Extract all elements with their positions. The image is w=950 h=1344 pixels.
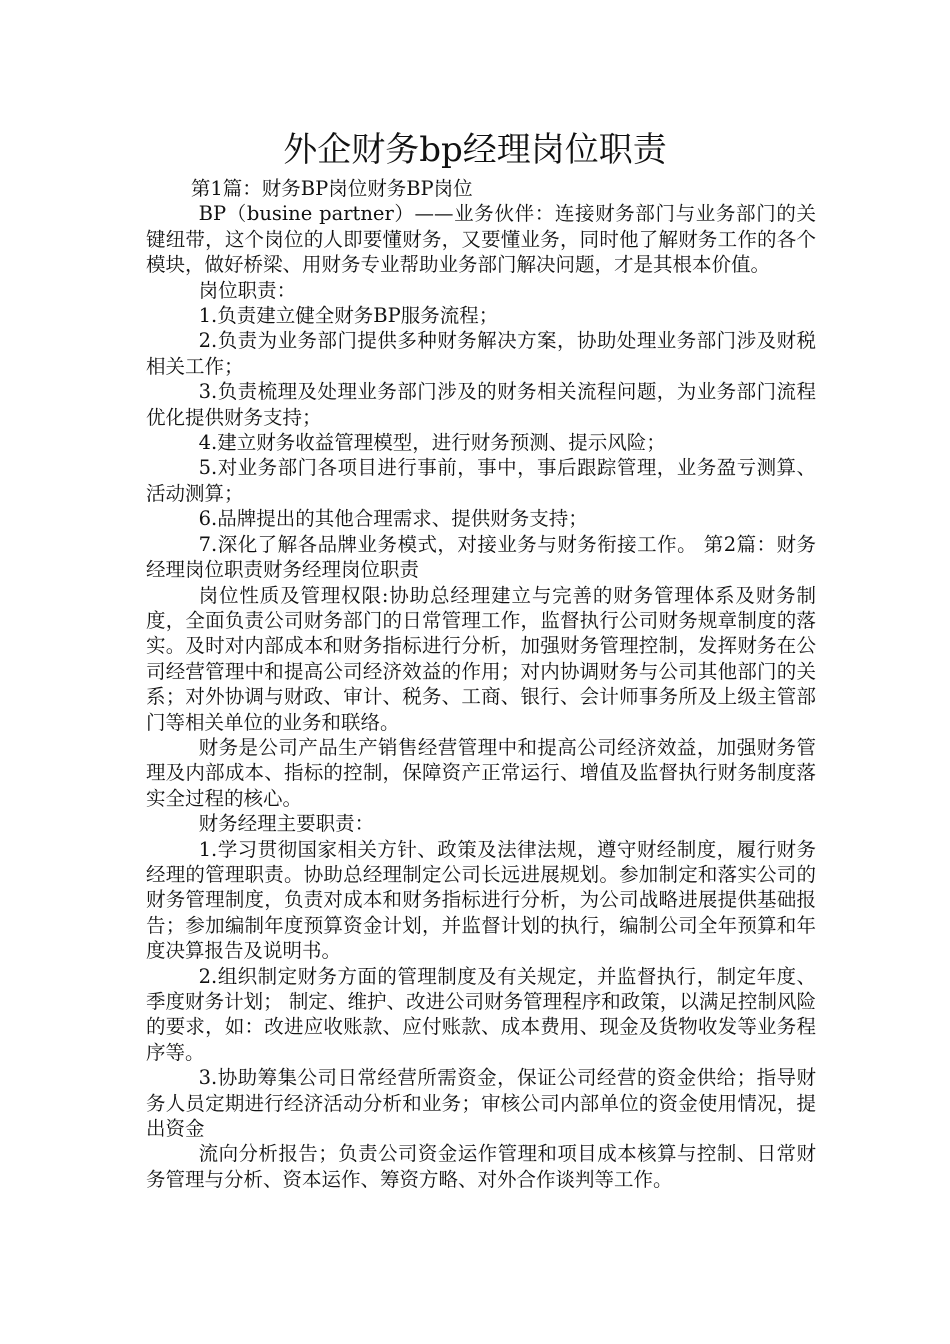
- paragraph: 岗位职责：: [198, 278, 297, 302]
- paragraph: 财务经理主要职责：: [198, 812, 375, 836]
- paragraph: 流向分析报告；负责公司资金运作管理和项目成本核算与控制、日常财务管理与分析、资本运作、筹资方略、对外合作谈判等工作。: [146, 1142, 816, 1191]
- paragraph: 岗位性质及管理权限:协助总经理建立与完善的财务管理体系及财务制度，全面负责公司财务部门的日常管理工作，监督执行公司财务规章制度的落实。及时对内部成本和财务指标进行分析，加强财务管理控制，发挥财务在公司经营管理中和提高公司经济效益的作用；对内协调财务与公司其他部门的关系；对外协调与财政、审计、税务、工商、银行、会计师事务所及上级主管部门等相关单位的业务和联络。: [146, 583, 816, 734]
- paragraph: BP（busine partner）——业务伙伴：连接财务部门与业务部门的关键纽带，这个岗位的人即要懂财务，又要懂业务，同时他了解财务工作的各个模块，做好桥梁、用财务专业帮助业务部门解决问题，才是其根本价值。: [146, 202, 816, 277]
- section-heading: 第1篇：财务BP岗位财务BP岗位: [190, 177, 473, 200]
- list-item: 6.品牌提出的其他合理需求、提供财务支持；: [198, 507, 588, 531]
- list-item: 2.负责为业务部门提供多种财务解决方案，协助处理业务部门涉及财税相关工作；: [146, 329, 816, 378]
- document-title: 外企财务bp经理岗位职责: [283, 130, 667, 170]
- list-item: 7.深化了解各品牌业务模式，对接业务与财务衔接工作。 第2篇：财务经理岗位职责财务经理岗位职责: [146, 532, 816, 582]
- document-body: [146, 176, 816, 1192]
- paragraph: 财务是公司产品生产销售经营管理中和提高公司经济效益，加强财务管理及内部成本、指标的控制，保障资产正常运行、增值及监督执行财务制度落实全过程的核心。: [146, 735, 816, 810]
- list-item: 2.组织制定财务方面的管理制度及有关规定，并监督执行，制定年度、季度财务计划； 制定、维护、改进公司财务管理程序和政策，以满足控制风险的要求，如：改进应收账款、应付账款、成本费用、现金及货物收发等业务程序等。: [146, 964, 816, 1064]
- list-item: 1.负责建立健全财务BP服务流程；: [198, 304, 499, 328]
- list-item: 1.学习贯彻国家相关方针、政策及法律法规，遵守财经制度，履行财务经理的管理职责。协助总经理制定公司长远进展规划。参加制定和落实公司的财务管理制度，负责对成本和财务指标进行分析，为公司战略进展提供基础报告；参加编制年度预算资金计划，并监督计划的执行，编制公司全年预算和年度决算报告及说明书。: [146, 837, 816, 963]
- list-item: 3.协助筹集公司日常经营所需资金，保证公司经营的资金供给；指导财务人员定期进行经济活动分析和业务；审核公司内部单位的资金使用情况，提出资金: [146, 1066, 816, 1141]
- list-item: 3.负责梳理及处理业务部门涉及的财务相关流程问题，为业务部门流程优化提供财务支持；: [146, 380, 816, 429]
- list-item: 5.对业务部门各项目进行事前，事中，事后跟踪管理，业务盈亏测算、活动测算；: [146, 456, 816, 505]
- list-item: 4.建立财务收益管理模型，进行财务预测、提示风险；: [198, 431, 666, 455]
